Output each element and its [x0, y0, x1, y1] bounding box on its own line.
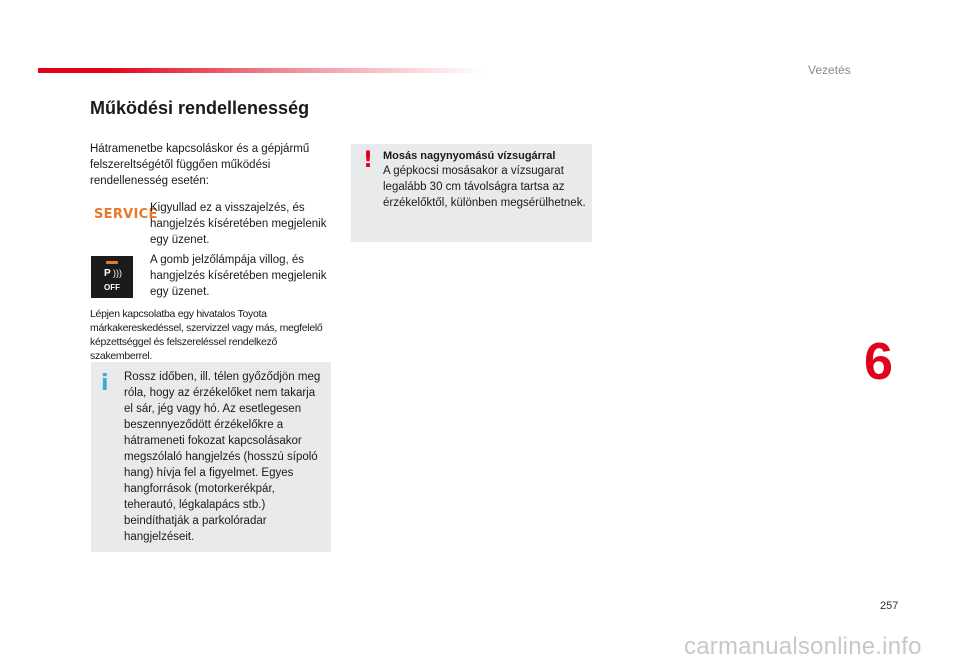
info-box-text: Rossz időben, ill. télen győződjön meg róla, hogy az érzékelőket nem takarja el sár, jég vagy hó. Az esetlegesen beszennyeződött érzékelőkre a hátrameneti fokozat kapcsolásakor megszólaló hangjelzés (hosszú sípoló hang) hívja fel a figyelmet. Egyes hangforrások (motorkerékpár, teherautó, légkalapács stb.) beindíthatják a parkolóradar hangjelzéseit.: [124, 371, 321, 543]
warning-title: Mosás nagynyomású vízsugárral: [383, 150, 556, 162]
section-heading: Működési rendellenesség: [90, 98, 310, 118]
park-letter: P: [104, 268, 111, 279]
sensor-waves-icon: ))): [113, 268, 122, 278]
park-assist-indicator-text: A gomb jelzőlámpája villog, és hangjelzés kíséretében megjelenik egy üzenet.: [150, 254, 327, 298]
chapter-number: 6: [864, 333, 893, 391]
chapter-title: Vezetés: [808, 63, 851, 77]
service-indicator-text: Kigyullad ez a visszajelzés, és hangjelzés kíséretében megjelenik egy üzenet.: [150, 202, 327, 246]
contact-dealer-note: Lépjen kapcsolatba egy hivatalos Toyota márkakereskedéssel, szervizzel vagy más, megfelelő képzettséggel és felszereléssel rendelkező szakemberrel.: [90, 308, 323, 362]
indicator-lamp-icon: [106, 261, 118, 264]
service-warning-icon: SERVICE: [94, 207, 158, 222]
off-label: OFF: [104, 283, 120, 292]
warning-text: A gépkocsi mosásakor a vízsugarat legalább 30 cm távolságra tartsa az érzékelőktől, különben megsérülhetnek.: [383, 165, 586, 209]
intro-paragraph: Hátramenetbe kapcsoláskor és a gépjármű felszereltségétől függően működési rendellenesség esetén:: [90, 143, 310, 187]
header-accent-bar: [38, 68, 483, 73]
watermark-text: carmanualsonline.info: [684, 633, 922, 660]
park-assist-off-button-icon: [91, 256, 133, 298]
info-icon: i: [101, 371, 109, 396]
warning-icon: !: [363, 148, 374, 173]
page-number: 257: [880, 600, 899, 612]
